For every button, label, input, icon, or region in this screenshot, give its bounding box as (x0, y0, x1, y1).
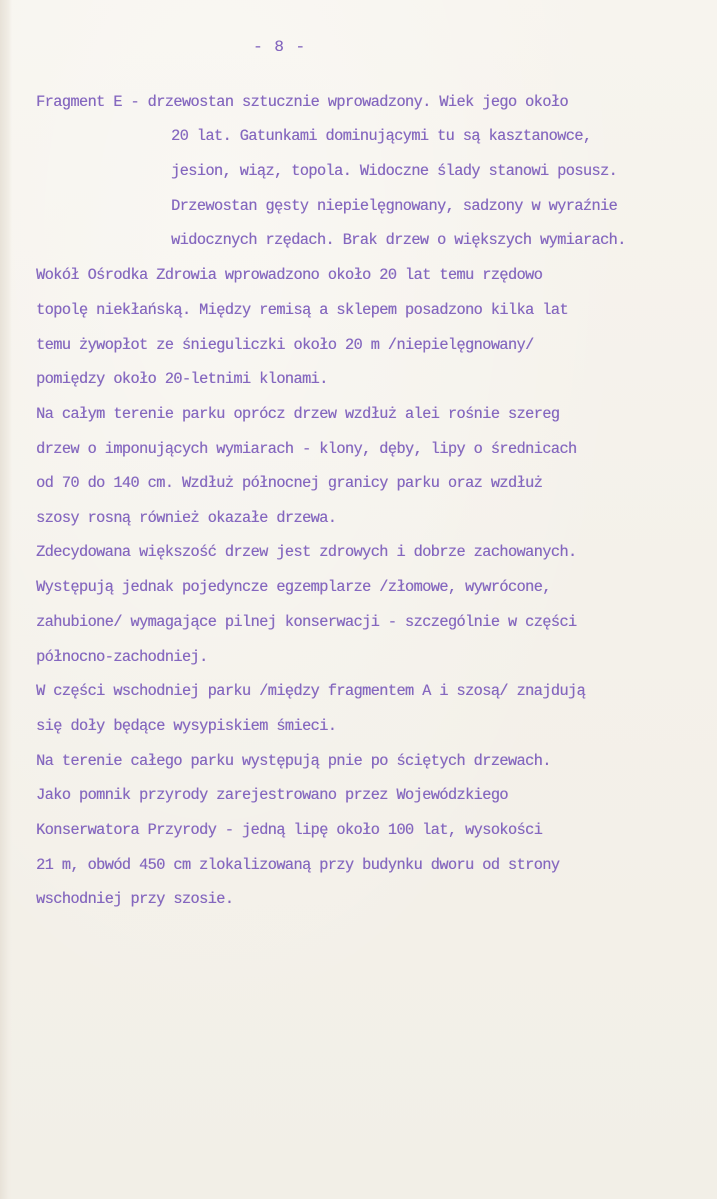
text-line: wschodniej przy szosie. (36, 890, 234, 908)
text-line: drzew o imponujących wymiarach - klony, dęby, lipy o średnicach (36, 440, 577, 458)
text-line: Jako pomnik przyrody zarejestrowano przez Wojewódzkiego (36, 786, 508, 804)
text-line: widocznych rzędach. Brak drzew o większych wymiarach. (171, 231, 626, 249)
text-line: temu żywopłot ze śnieguliczki około 20 m /niepielęgnowany/ (36, 336, 534, 354)
text-line: jesion, wiąz, topola. Widoczne ślady stanowi posusz. (171, 162, 618, 180)
text-line: Konserwatora Przyrody - jedną lipę około 100 lat, wysokości (36, 821, 543, 839)
text-line: północno-zachodniej. (36, 648, 208, 666)
text-line: Drzewostan gęsty niepielęgnowany, sadzony w wyraźnie (171, 197, 618, 215)
text-line: szosy rosną również okazałe drzewa. (36, 509, 337, 527)
text-line: Na terenie całego parku występują pnie po ściętych drzewach. (36, 752, 551, 770)
text-line: Wokół Ośrodka Zdrowia wprowadzono około 20 lat temu rzędowo (36, 266, 543, 284)
text-line: 20 lat. Gatunkami dominującymi tu są kasztanowce, (171, 127, 592, 145)
text-line: Fragment E - drzewostan sztucznie wprowadzony. Wiek jego około (36, 93, 568, 111)
text-line: od 70 do 140 cm. Wzdłuż północnej granicy parku oraz wzdłuż (36, 474, 543, 492)
text-line: zahubione/ wymagające pilnej konserwacji - szczególnie w części (36, 613, 577, 631)
text-line: Na całym terenie parku oprócz drzew wzdłuż alei rośnie szereg (36, 405, 560, 423)
text-line: pomiędzy około 20-letnimi klonami. (36, 370, 328, 388)
text-line: topolę niekłańską. Między remisą a sklepem posadzono kilka lat (36, 301, 568, 319)
text-line: Występują jednak pojedyncze egzemplarze /złomowe, wywrócone, (36, 578, 551, 596)
text-line: W części wschodniej parku /między fragmentem A i szosą/ znajdują (36, 682, 586, 700)
page-number: - 8 - (253, 38, 307, 56)
paper-edge (0, 0, 12, 1199)
text-line: 21 m, obwód 450 cm zlokalizowaną przy budynku dworu od strony (36, 856, 560, 874)
text-line: się doły będące wysypiskiem śmieci. (36, 717, 337, 735)
text-line: Zdecydowana większość drzew jest zdrowych i dobrze zachowanych. (36, 543, 577, 561)
